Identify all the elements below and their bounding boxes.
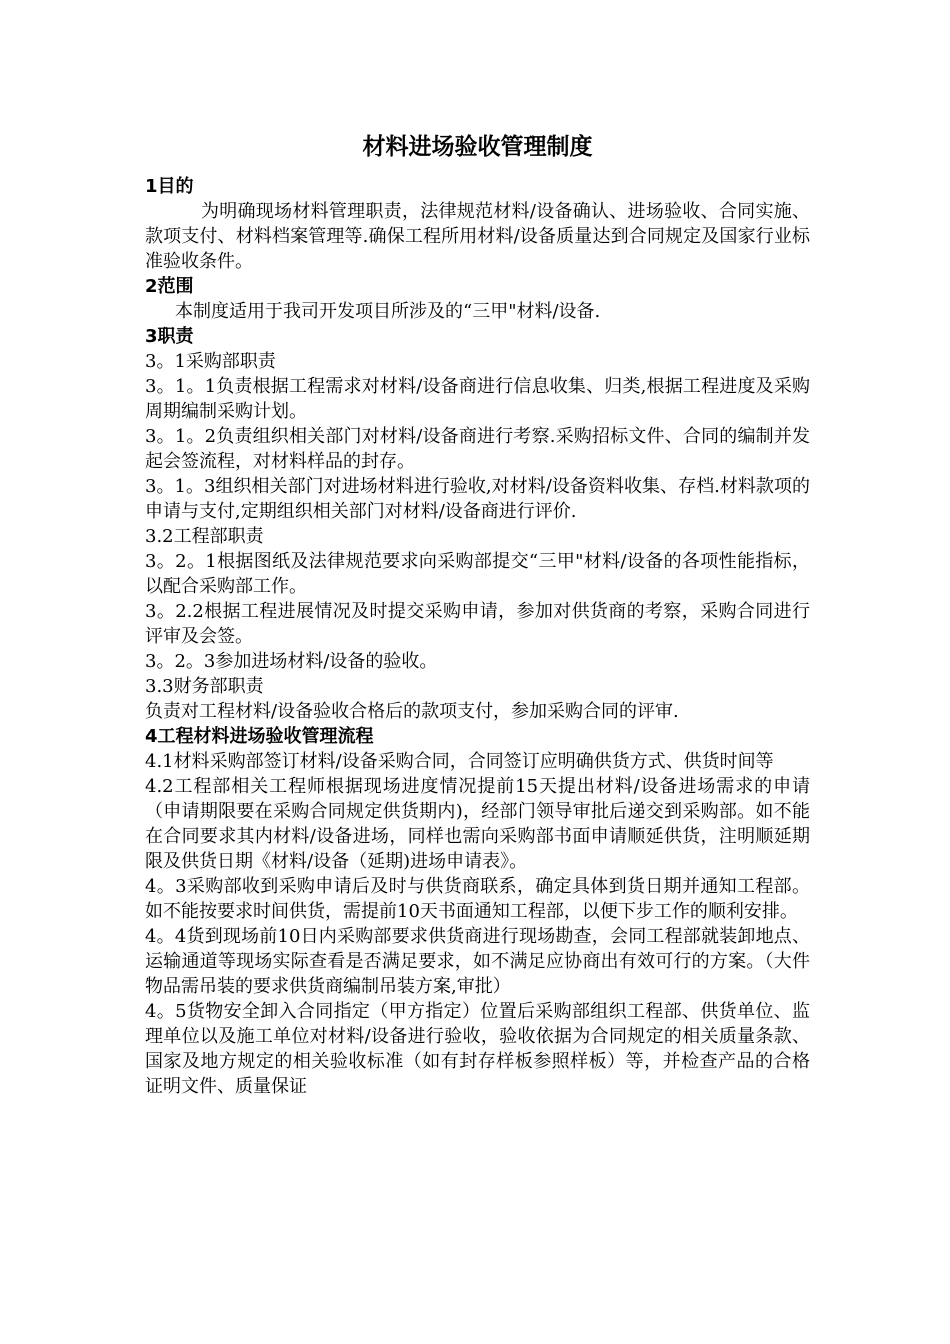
paragraph-3-2-1: 3。2。1根据图纸及法律规范要求向采购部提交“三甲"材料/设备的各项性能指标，以配合采购部工作。 [145,551,810,597]
section-1-heading: 1目的 [145,176,194,197]
paragraph-4-2: 4.2工程部相关工程师根据现场进度情况提前15天提出材料/设备进场需求的申请（申请期限要在采购合同规定供货期内)，经部门领导审批后递交到采购部。如不能在合同要求其内材料/设备进场，同样也需向采购部书面申请顺延供货，注明顺延期限及供货日期《材料/设备（延期)进场申请表》。 [145,776,810,872]
document-body [145,130,810,1099]
paragraph-3-1-2: 3。1。2负责组织相关部门对材料/设备商进行考察.采购招标文件、合同的编制并发起会签流程，对材料样品的封存。 [145,426,810,472]
paragraph-3-2-3: 3。2。3参加进场材料/设备的验收。 [145,651,438,672]
document-title: 材料进场验收管理制度 [362,134,593,160]
section-4-heading: 4工程材料进场验收管理流程 [145,726,374,747]
section-3-3-heading: 3.3财务部职责 [145,676,264,697]
paragraph-3-3: 负责对工程材料/设备验收合格后的款项支付，参加采购合同的评审. [145,701,679,722]
paragraph-3-1-3: 3。1。3组织相关部门对进场材料进行验收,对材料/设备资料收集、存档.材料款项的申请与支付,定期组织相关部门对材料/设备商进行评价. [145,476,810,522]
paragraph-4-1: 4.1材料采购部签订材料/设备采购合同，合同签订应明确供货方式、供货时间等 [145,751,774,772]
paragraph-3-2-2: 3。2.2根据工程进展情况及时提交采购申请，参加对供货商的考察，采购合同进行评审及会签。 [145,601,810,647]
section-3-1-heading: 3。1采购部职责 [145,351,276,372]
section-2-text: 本制度适用于我司开发项目所涉及的“三甲"材料/设备. [175,301,601,322]
paragraph-4-5: 4。5货物安全卸入合同指定（甲方指定）位置后采购部组织工程部、供货单位、监理单位以及施工单位对材料/设备进行验收，验收依据为合同规定的相关质量条款、国家及地方规定的相关验收标准（如有封存样板参照样板）等，并检查产品的合格证明文件、质量保证 [145,1001,810,1097]
section-3-heading: 3职责 [145,326,194,347]
section-3-2-heading: 3.2工程部职责 [145,526,264,547]
section-1-text: 为明确现场材料管理职责，法律规范材料/设备确认、进场验收、合同实施、款项支付、材料档案管理等.确保工程所用材料/设备质量达到合同规定及国家行业标准验收条件。 [145,201,810,272]
section-2-heading: 2范围 [145,276,194,297]
paragraph-4-4: 4。4货到现场前10日内采购部要求供货商进行现场勘查，会同工程部就装卸地点、运输通道等现场实际查看是否满足要求，如不满足应协商出有效可行的方案。（大件物品需吊装的要求供货商编制吊装方案,审批） [145,926,810,997]
paragraph-3-1-1: 3。1。1负责根据工程需求对材料/设备商进行信息收集、归类,根据工程进度及采购周期编制采购计划。 [145,376,810,422]
paragraph-4-3: 4。3采购部收到采购申请后及时与供货商联系，确定具体到货日期并通知工程部。如不能按要求时间供货，需提前10天书面通知工程部，以便下步工作的顺利安排。 [145,876,810,922]
